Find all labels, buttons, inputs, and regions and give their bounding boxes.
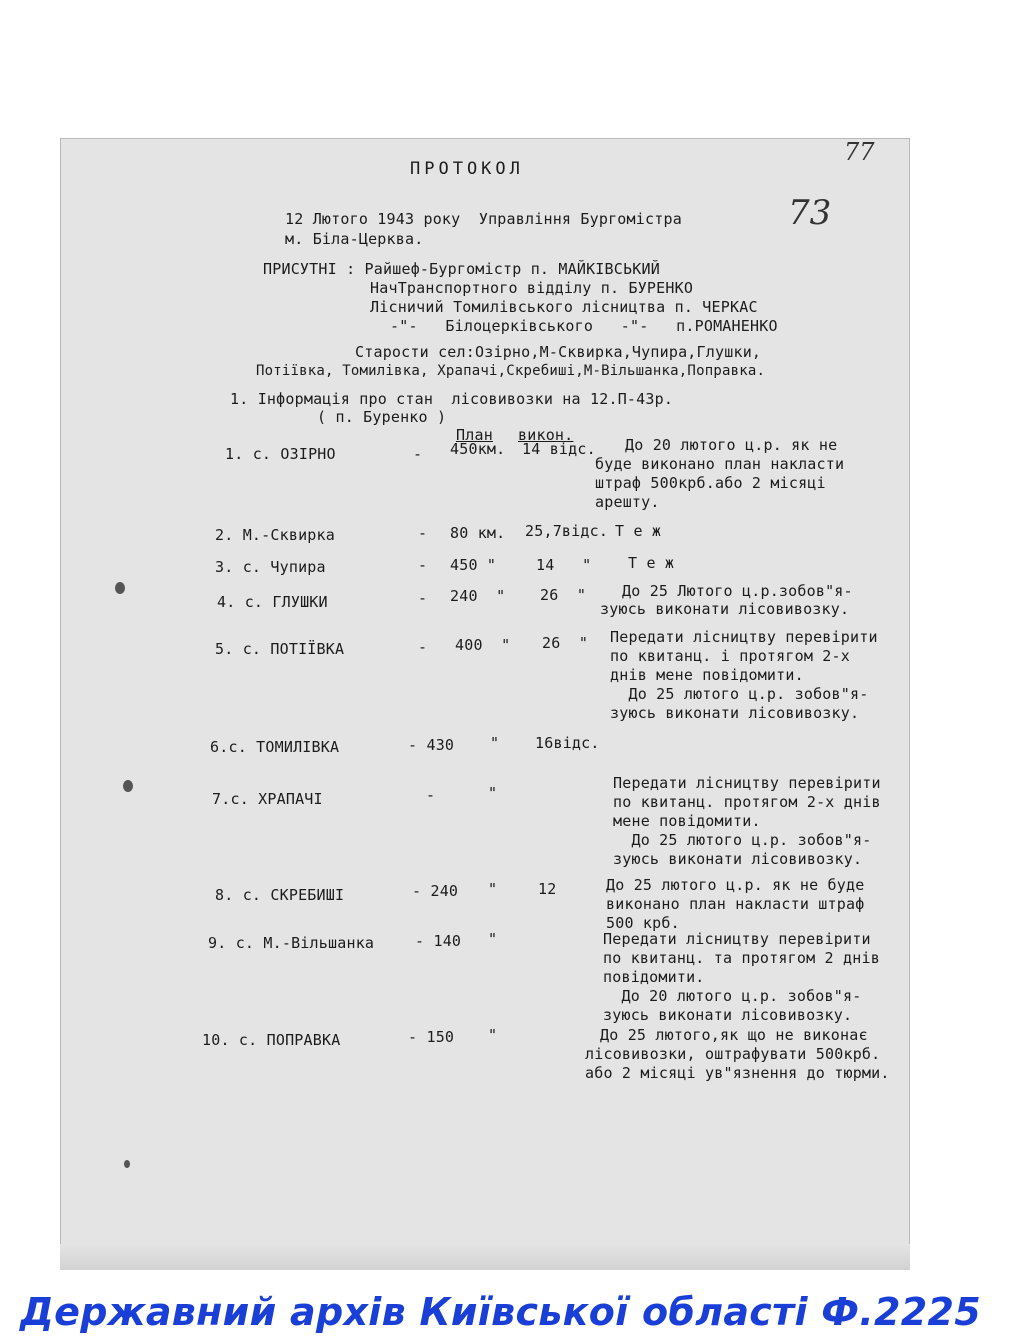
village-name: 1. с. ОЗІРНО <box>225 445 336 463</box>
dash: - 430 <box>408 736 455 754</box>
present-line-1: ПРИСУТНІ : Райшеф-Бургомістр п. МАЙКІВСЬКИЙ <box>263 260 660 278</box>
village-name: 5. с. ПОТІЇВКА <box>215 640 345 658</box>
village-name: 2. М.-Сквирка <box>215 526 335 544</box>
village-name: 3. с. Чупира <box>215 558 326 576</box>
agenda-speaker: ( п. Буренко ) <box>317 408 447 426</box>
plan-value: " <box>488 880 498 898</box>
village-name: 8. с. СКРЕБИШІ <box>215 886 345 904</box>
note-line: виконано план накласти штраф <box>606 895 865 913</box>
present-line-3: Лісничий Томилівського лісництва п. ЧЕРКАС <box>370 298 758 316</box>
dash: - 140 <box>415 932 462 950</box>
note-line: штраф 500крб.або 2 місяці <box>595 474 826 492</box>
plan-value: " <box>490 734 500 752</box>
note-line: До 25 лютого ц.р. зобов"я- <box>610 685 869 703</box>
elders-line-1: Старости сел:Озірно,М-Сквирка,Чупира,Глушки, <box>355 343 762 361</box>
note-line: лісовивозки, оштрафувати 500крб. <box>585 1045 881 1063</box>
done-value: 16відс. <box>535 734 600 752</box>
dash: - 150 <box>408 1028 455 1046</box>
dash: - <box>413 445 423 463</box>
note-line: арешту. <box>595 493 660 511</box>
dash: - <box>418 556 428 574</box>
village-name: 9. с. М.-Вільшанка <box>208 934 375 952</box>
village-name: 6.с. ТОМИЛІВКА <box>210 738 340 756</box>
column-header-plan: План <box>456 426 493 444</box>
note-line: по квитанц. протягом 2-х днів <box>613 793 881 811</box>
page-number: 73 <box>788 193 832 233</box>
done-value: 12 <box>538 880 557 898</box>
note-line: мене повідомити. <box>613 812 761 830</box>
archive-caption: Державний архів Київської області Ф.2225 <box>20 1290 981 1334</box>
note-line: До 20 лютого ц.р. як не <box>625 436 838 454</box>
done-value: 14 відс. <box>522 440 596 458</box>
village-name: 10. с. ПОПРАВКА <box>202 1031 341 1049</box>
dash: - <box>426 786 436 804</box>
note-line: Передати лісництву перевірити <box>613 774 881 792</box>
plan-value: 240 " <box>450 587 506 605</box>
done-value: 26 " <box>542 634 589 652</box>
date-line: 12 Лютого 1943 року Управління Бургомістра <box>285 210 682 228</box>
document-title: ПРОТОКОЛ <box>410 159 524 179</box>
note-line: по квитанц. і протягом 2-х <box>610 647 850 665</box>
dash: - <box>418 524 428 542</box>
present-line-2: НачТранспортного відділу п. БУРЕНКО <box>370 279 694 297</box>
dash: - 240 <box>412 882 459 900</box>
note-line: буде виконано план накласти <box>595 455 845 473</box>
note-line: зуюсь виконати лісовивозку. <box>603 1006 853 1024</box>
plan-value: " <box>488 930 498 948</box>
dash: - <box>418 589 428 607</box>
note-line: До 25 лютого,як що не виконає <box>600 1026 868 1044</box>
note-line: Передати лісництву перевірити <box>603 930 871 948</box>
column-header-done: викон. <box>518 426 574 444</box>
note-line: зуюсь виконати лісовивозку. <box>613 850 863 868</box>
done-value: 14 " <box>536 556 592 574</box>
punch-hole <box>115 582 125 594</box>
note-line: До 20 лютого ц.р. зобов"я- <box>603 987 862 1005</box>
plan-value: " <box>488 784 498 802</box>
note-line: 500 крб. <box>606 914 680 932</box>
note-line: днів мене повідомити. <box>610 666 804 684</box>
note-line: До 25 Лютого ц.р.зобов"я- <box>622 582 853 600</box>
plan-value: 450 " <box>450 556 497 574</box>
done-value: 26 " <box>540 586 587 604</box>
note-line: Передати лісництву перевірити <box>610 628 878 646</box>
note-line: До 25 лютого ц.р. зобов"я- <box>613 831 872 849</box>
note-line: повідомити. <box>603 968 705 986</box>
punch-hole <box>124 1160 130 1168</box>
village-name: 4. с. ГЛУШКИ <box>217 593 328 611</box>
plan-value: 450км. <box>450 440 506 458</box>
village-name: 7.с. ХРАПАЧІ <box>212 790 323 808</box>
plan-value: " <box>488 1026 498 1044</box>
dash: - <box>418 638 428 656</box>
place-line: м. Біла-Церква. <box>285 230 424 248</box>
plan-value: 80 км. <box>450 524 506 542</box>
note-line: Т е ж <box>628 554 675 572</box>
note-line: зуюсь виконати лісовивозку. <box>610 704 860 722</box>
document-sheet <box>60 138 910 1270</box>
note-line: До 25 лютого ц.р. як не буде <box>606 876 865 894</box>
agenda-item: 1. Інформація про стан лісовивозки на 12.П-43р. <box>230 390 674 408</box>
note-line: по квитанц. та протягом 2 днів <box>603 949 880 967</box>
plan-value: 400 " <box>455 636 511 654</box>
note-line: або 2 місяці ув"язнення до тюрми. <box>585 1064 890 1082</box>
note-line: Т е ж <box>615 522 662 540</box>
folio-number: 77 <box>844 138 875 166</box>
done-value: 25,7відс. <box>525 522 609 540</box>
note-line: зуюсь виконати лісовивозку. <box>600 600 850 618</box>
punch-hole <box>123 780 133 792</box>
elders-line-2: Потіївка, Томилівка, Храпачі,Скребиші,М-Вільшанка,Поправка. <box>256 363 766 379</box>
present-line-4: -"- Білоцерківського -"- п.РОМАНЕНКО <box>390 317 778 335</box>
